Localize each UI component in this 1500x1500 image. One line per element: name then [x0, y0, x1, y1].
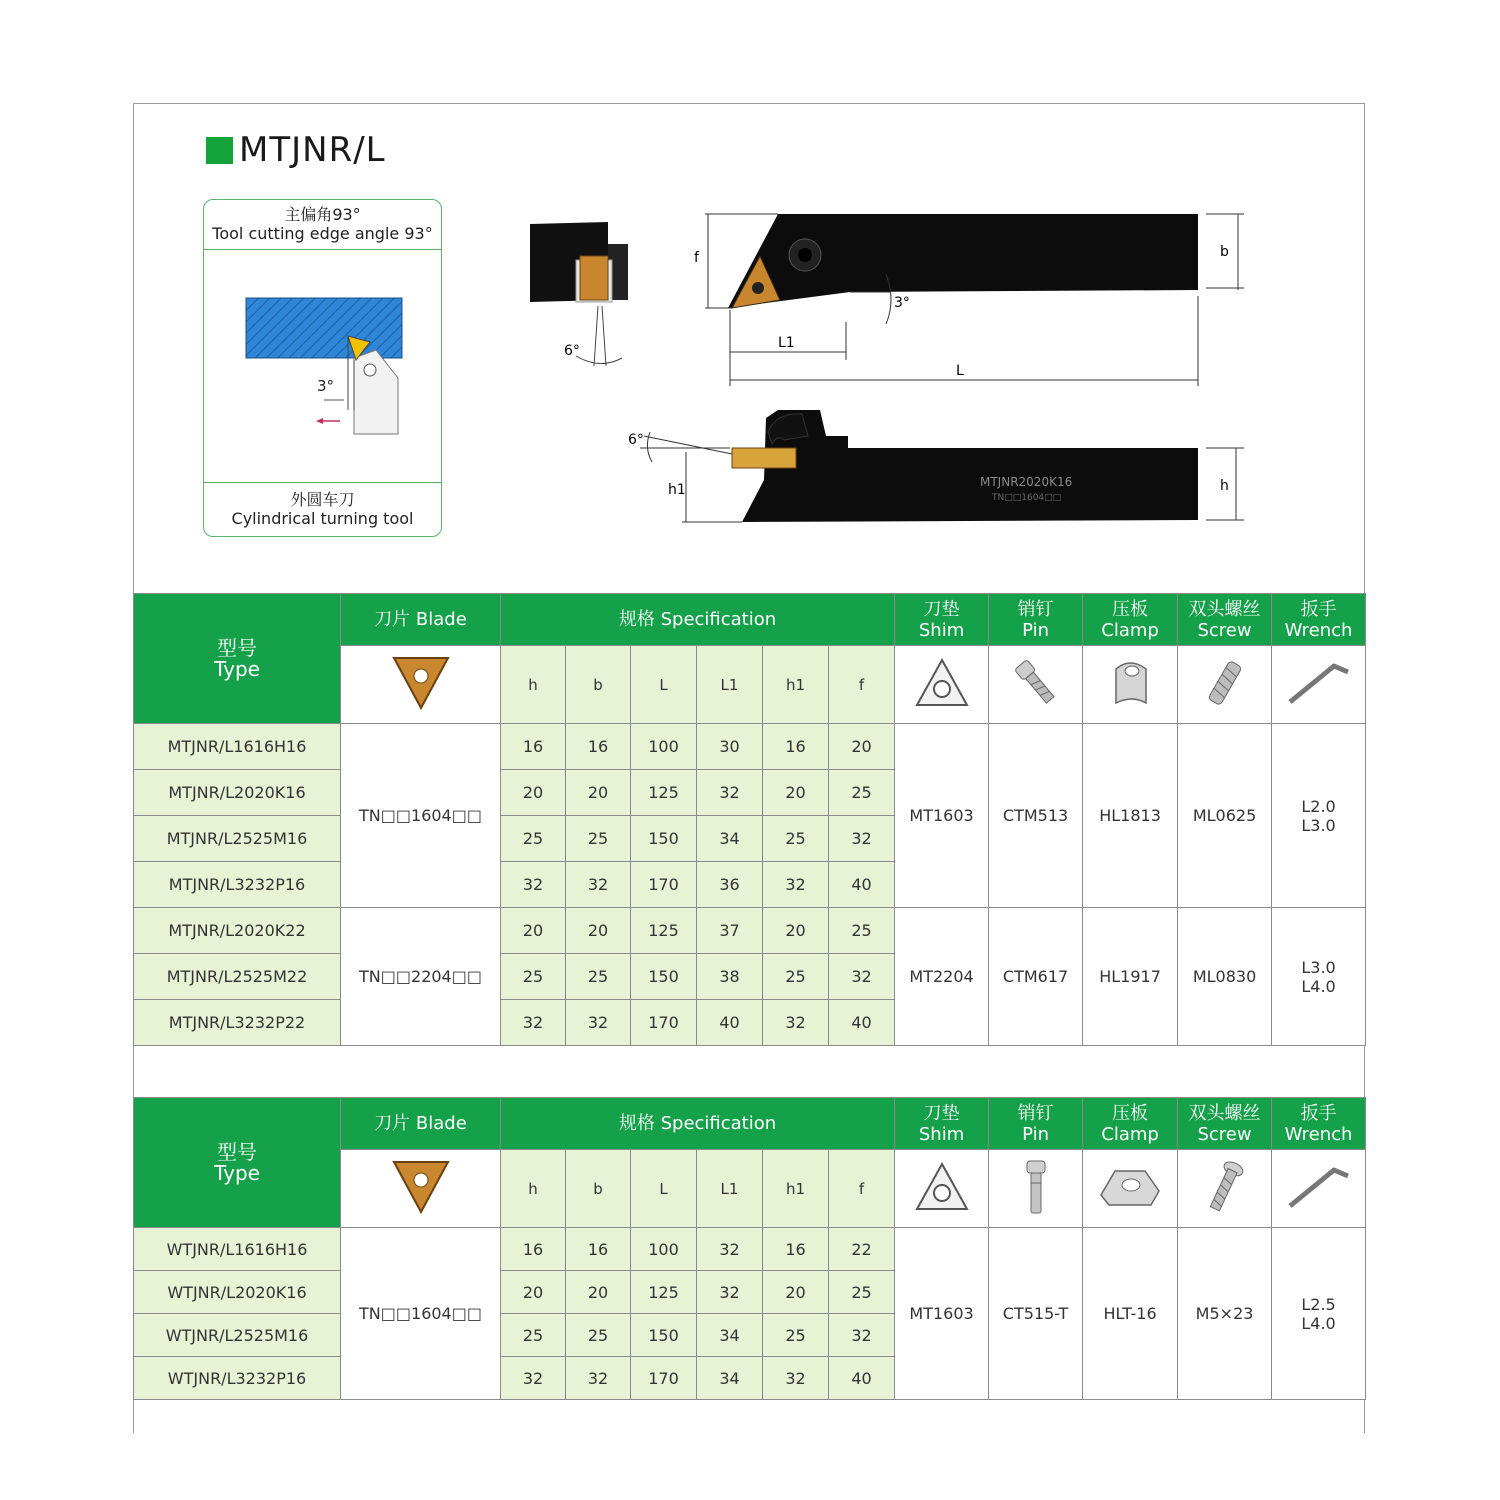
wrench-icon: [1272, 646, 1366, 724]
angle-card-footer: [204, 482, 441, 536]
value-cell: 32: [566, 1000, 631, 1046]
table-row: [134, 1228, 1366, 1271]
value-cell: 16: [501, 1228, 566, 1271]
workpiece-shape: [246, 298, 402, 358]
angle-3-label: 3°: [317, 377, 335, 395]
value-cell: 32: [566, 862, 631, 908]
param-b: b: [566, 646, 631, 724]
side-view: [530, 222, 628, 366]
type-cell: WTJNR/L2020K16: [134, 1271, 341, 1314]
param-h1: h1: [763, 646, 829, 724]
value-cell: 125: [631, 1271, 697, 1314]
value-cell: 100: [631, 1228, 697, 1271]
tool-type-en: Cylindrical turning tool: [231, 509, 414, 528]
value-cell: 16: [501, 724, 566, 770]
value-cell: 20: [763, 770, 829, 816]
spec-table-1: [133, 593, 1366, 1046]
wrench-cell: L2.0 L3.0: [1272, 724, 1366, 908]
wrench-icon: [1272, 1150, 1366, 1228]
value-cell: 34: [697, 1357, 763, 1400]
value-cell: 32: [697, 1228, 763, 1271]
shim-header: 刀垫 Shim: [895, 594, 989, 646]
value-cell: 20: [566, 1271, 631, 1314]
pin-cell: CTM513: [989, 724, 1083, 908]
screw-cell: ML0625: [1178, 724, 1272, 908]
param-h: h: [501, 1150, 566, 1228]
angle-caption-en: Tool cutting edge angle 93°: [212, 224, 433, 243]
front-view: [628, 410, 1244, 522]
value-cell: 25: [501, 1314, 566, 1357]
table-row: [134, 724, 1366, 770]
side-angle-label: 6°: [564, 343, 580, 359]
value-cell: 25: [566, 1314, 631, 1357]
blade-header: 刀片 Blade: [341, 1098, 501, 1150]
param-L1: L1: [697, 646, 763, 724]
clamp-header: 压板 Clamp: [1083, 1098, 1178, 1150]
value-cell: 32: [763, 1000, 829, 1046]
wrench-cell: L3.0 L4.0: [1272, 908, 1366, 1046]
value-cell: 170: [631, 1357, 697, 1400]
value-cell: 125: [631, 908, 697, 954]
screw-icon: [1178, 1150, 1272, 1228]
screw-header: 双头螺丝 Screw: [1178, 1098, 1272, 1150]
shim-cell: MT1603: [895, 724, 989, 908]
spec-header: 规格 Specification: [501, 1098, 895, 1150]
dim-h1-label: h1: [668, 482, 686, 498]
param-b: b: [566, 1150, 631, 1228]
dim-b-label: b: [1220, 244, 1229, 260]
shim-header: 刀垫 Shim: [895, 1098, 989, 1150]
value-cell: 125: [631, 770, 697, 816]
wrench-header: 扳手 Wrench: [1272, 1098, 1366, 1150]
value-cell: 25: [566, 954, 631, 1000]
value-cell: 100: [631, 724, 697, 770]
spec-table-2: [133, 1097, 1366, 1400]
engraving-model: MTJNR2020K16: [980, 475, 1073, 489]
blade-cell: TN□□1604□□: [341, 724, 501, 908]
pin-cell: CTM617: [989, 908, 1083, 1046]
blade-header: 刀片 Blade: [341, 594, 501, 646]
type-cell: WTJNR/L2525M16: [134, 1314, 341, 1357]
value-cell: 32: [829, 1314, 895, 1357]
value-cell: 20: [501, 770, 566, 816]
param-h1: h1: [763, 1150, 829, 1228]
pin-icon: [989, 646, 1083, 724]
type-header: 型号 Type: [134, 1098, 341, 1228]
value-cell: 40: [829, 862, 895, 908]
value-cell: 25: [829, 908, 895, 954]
value-cell: 150: [631, 954, 697, 1000]
clamp-header: 压板 Clamp: [1083, 594, 1178, 646]
top-view: [694, 214, 1244, 386]
value-cell: 25: [829, 770, 895, 816]
dim-f-label: f: [694, 250, 699, 266]
value-cell: 37: [697, 908, 763, 954]
type-cell: MTJNR/L2525M16: [134, 816, 341, 862]
type-cell: MTJNR/L2020K16: [134, 770, 341, 816]
type-cell: WTJNR/L1616H16: [134, 1228, 341, 1271]
type-cell: MTJNR/L2525M22: [134, 954, 341, 1000]
blade-insert-icon: [341, 646, 501, 724]
blade-cell: TN□□1604□□: [341, 1228, 501, 1400]
value-cell: 20: [501, 908, 566, 954]
value-cell: 32: [501, 862, 566, 908]
engraving-insert: TN□□1604□□: [992, 493, 1062, 503]
title-marker: [206, 137, 233, 164]
value-cell: 16: [763, 1228, 829, 1271]
value-cell: 34: [697, 1314, 763, 1357]
value-cell: 150: [631, 1314, 697, 1357]
table-row: [134, 908, 1366, 954]
page-title: [206, 130, 386, 170]
pin-icon: [989, 1150, 1083, 1228]
value-cell: 20: [829, 724, 895, 770]
param-h: h: [501, 646, 566, 724]
type-cell: MTJNR/L1616H16: [134, 724, 341, 770]
type-cell: MTJNR/L3232P16: [134, 862, 341, 908]
wrench-header: 扳手 Wrench: [1272, 594, 1366, 646]
value-cell: 16: [566, 1228, 631, 1271]
value-cell: 25: [829, 1271, 895, 1314]
screw-cell: M5×23: [1178, 1228, 1272, 1400]
value-cell: 170: [631, 862, 697, 908]
value-cell: 32: [501, 1000, 566, 1046]
title-text: MTJNR/L: [239, 130, 386, 170]
type-header: 型号 Type: [134, 594, 341, 724]
value-cell: 25: [501, 816, 566, 862]
tool-holder-shape: [354, 350, 398, 434]
value-cell: 25: [501, 954, 566, 1000]
value-cell: 38: [697, 954, 763, 1000]
value-cell: 32: [763, 1357, 829, 1400]
screw-cell: ML0830: [1178, 908, 1272, 1046]
value-cell: 25: [763, 816, 829, 862]
clamp-cell: HL1813: [1083, 724, 1178, 908]
value-cell: 40: [697, 1000, 763, 1046]
value-cell: 25: [566, 816, 631, 862]
type-cell: MTJNR/L2020K22: [134, 908, 341, 954]
value-cell: 32: [829, 954, 895, 1000]
param-f: f: [829, 1150, 895, 1228]
pin-cell: CT515-T: [989, 1228, 1083, 1400]
value-cell: 20: [566, 908, 631, 954]
value-cell: 40: [829, 1357, 895, 1400]
shim-cell: MT1603: [895, 1228, 989, 1400]
screw-shape: [364, 364, 376, 376]
screw-header: 双头螺丝 Screw: [1178, 594, 1272, 646]
value-cell: 32: [829, 816, 895, 862]
value-cell: 20: [566, 770, 631, 816]
value-cell: 32: [697, 1271, 763, 1314]
value-cell: 170: [631, 1000, 697, 1046]
value-cell: 20: [501, 1271, 566, 1314]
shim-icon: [895, 646, 989, 724]
value-cell: 22: [829, 1228, 895, 1271]
angle-card: [203, 199, 442, 537]
clamp-cell: HLT-16: [1083, 1228, 1178, 1400]
value-cell: 40: [829, 1000, 895, 1046]
value-cell: 25: [763, 1314, 829, 1357]
type-cell: WTJNR/L3232P16: [134, 1357, 341, 1400]
top-angle-label: 3°: [894, 295, 910, 311]
param-L1: L1: [697, 1150, 763, 1228]
value-cell: 32: [566, 1357, 631, 1400]
dim-h-label: h: [1220, 478, 1229, 494]
tool-drawing: [520, 200, 1280, 540]
blade-insert-icon: [341, 1150, 501, 1228]
shim-cell: MT2204: [895, 908, 989, 1046]
pin-header: 销钉 Pin: [989, 1098, 1083, 1150]
type-cell: MTJNR/L3232P22: [134, 1000, 341, 1046]
param-L: L: [631, 646, 697, 724]
value-cell: 16: [566, 724, 631, 770]
value-cell: 150: [631, 816, 697, 862]
clamp-cell: HL1917: [1083, 908, 1178, 1046]
value-cell: 30: [697, 724, 763, 770]
value-cell: 16: [763, 724, 829, 770]
param-f: f: [829, 646, 895, 724]
dim-L1-label: L1: [778, 335, 795, 351]
blade-cell: TN□□2204□□: [341, 908, 501, 1046]
value-cell: 36: [697, 862, 763, 908]
angle-card-caption: [204, 200, 441, 250]
screw-icon: [1178, 646, 1272, 724]
wrench-cell: L2.5 L4.0: [1272, 1228, 1366, 1400]
tool-type-cn: 外圆车刀: [290, 490, 355, 509]
shim-icon: [895, 1150, 989, 1228]
value-cell: 20: [763, 1271, 829, 1314]
clamp-icon: [1083, 1150, 1178, 1228]
pin-header: 销钉 Pin: [989, 594, 1083, 646]
dim-L-label: L: [956, 363, 964, 379]
param-L: L: [631, 1150, 697, 1228]
front-angle-label: 6°: [628, 432, 644, 448]
angle-caption-cn: 主偏角93°: [284, 205, 361, 224]
spec-header: 规格 Specification: [501, 594, 895, 646]
cutting-diagram: [204, 250, 440, 482]
value-cell: 34: [697, 816, 763, 862]
value-cell: 32: [763, 862, 829, 908]
value-cell: 25: [763, 954, 829, 1000]
value-cell: 32: [697, 770, 763, 816]
clamp-icon: [1083, 646, 1178, 724]
value-cell: 32: [501, 1357, 566, 1400]
value-cell: 20: [763, 908, 829, 954]
